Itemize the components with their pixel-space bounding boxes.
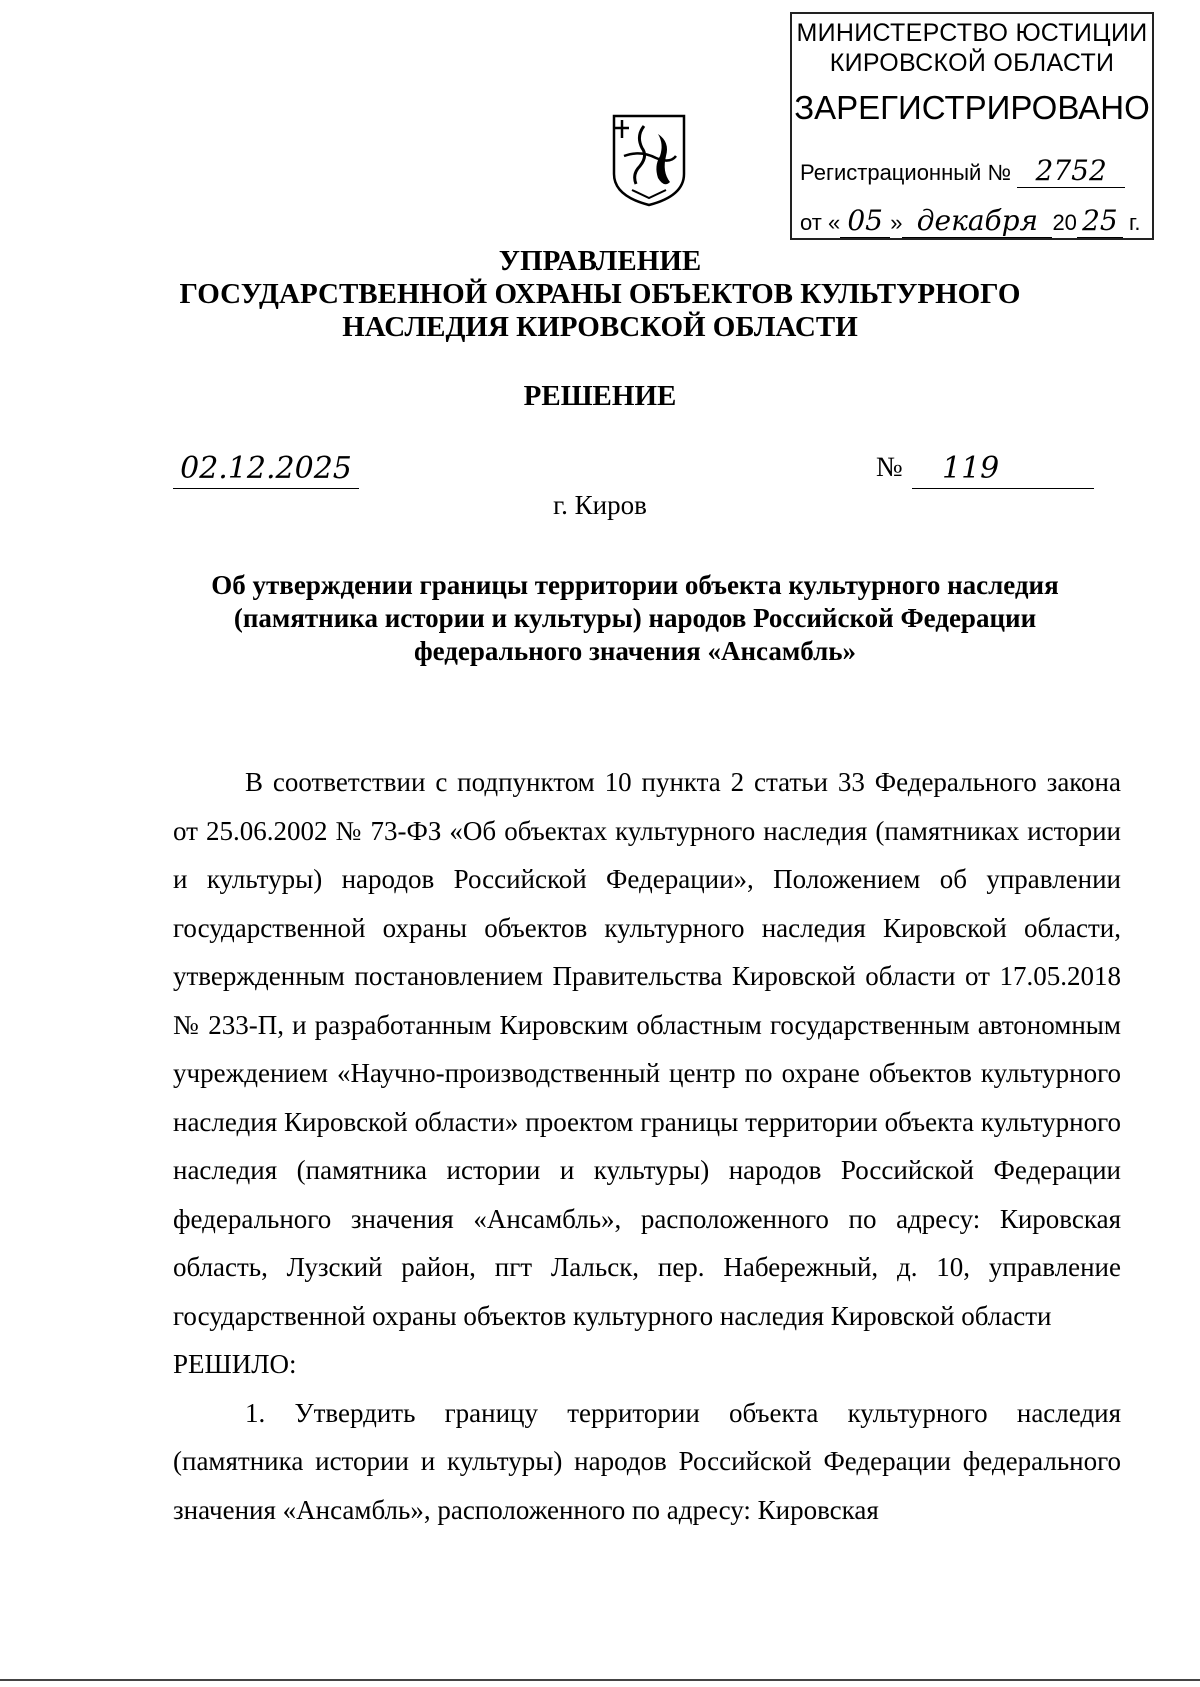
stamp-reg-label: Регистрационный № bbox=[800, 160, 1012, 185]
stamp-date-year: 25 bbox=[1077, 204, 1123, 238]
subject-line-3: федерального значения «Ансамбль» bbox=[413, 636, 857, 666]
issuer-line-3: НАСЛЕДИЯ КИРОВСКОЙ ОБЛАСТИ bbox=[342, 311, 858, 343]
document-city: г. Киров bbox=[553, 490, 647, 520]
stamp-region-line: КИРОВСКОЙ ОБЛАСТИ bbox=[829, 49, 1115, 77]
stamp-date-row bbox=[800, 204, 1141, 238]
body-item-1: 1. Утвердить границу территории объекта культурного наследия (памятника истории и культуры) народов Российской Федерации федерального значения «Ансамбль», расположенного по адресу: Кировская bbox=[173, 1397, 1121, 1525]
subject-line-2: (памятника истории и культуры) народов Российской Федерации bbox=[233, 603, 1037, 633]
document-body bbox=[173, 758, 1121, 1534]
stamp-ministry-line: МИНИСТЕРСТВО ЮСТИЦИИ bbox=[796, 19, 1148, 47]
issuer-header bbox=[0, 245, 1200, 344]
body-resolved: РЕШИЛО: bbox=[173, 1349, 297, 1379]
stamp-reg-number-row bbox=[800, 154, 1125, 188]
coat-of-arms-icon bbox=[610, 112, 688, 208]
body-paragraph-preamble: В соответствии с подпунктом 10 пункта 2 статьи 33 Федерального закона от 25.06.2002 № 73-ФЗ «Об объектах культурного наследия (памятниках истории и культуры) народов Российской Федерации», Положением об управлении государственной охраны объектов культурного наследия Кировской области, утвержденным постановлением Правительства Кировской области от 17.05.2018 № 233-П, и разработанным Кировским областным государственным автономным учреждением «Научно-производственный центр по охране объектов культурного наследия Кировской области» проектом границы территории объекта культурного наследия (памятника истории и культуры) народов Российской Федерации федерального значения «Ансамбль», расположенного по адресу: Кировская область, Лузский район, пгт Лальск, пер. Набережный, д. 10, управление государственной охраны объектов культурного наследия Кировской области bbox=[173, 767, 1121, 1331]
stamp-date-year-end: г. bbox=[1129, 210, 1141, 235]
stamp-date-day: 05 bbox=[840, 204, 890, 238]
stamp-date-month: декабря bbox=[902, 204, 1052, 238]
stamp-reg-number: 2752 bbox=[1017, 154, 1125, 188]
document-type-title: РЕШЕНИЕ bbox=[523, 380, 677, 412]
issuer-line-2: ГОСУДАРСТВЕННОЙ ОХРАНЫ ОБЪЕКТОВ КУЛЬТУРНОГО bbox=[179, 278, 1021, 310]
document-subject bbox=[170, 569, 1100, 668]
document-number: 119 bbox=[912, 450, 1094, 489]
stamp-date-from: от « bbox=[800, 210, 841, 235]
stamp-registered-line: ЗАРЕГИСТРИРОВАНО bbox=[794, 89, 1150, 126]
registration-stamp bbox=[790, 12, 1154, 240]
document-number-sign: № bbox=[876, 452, 903, 483]
document-date: 02.12.2025 bbox=[173, 450, 359, 489]
subject-line-1: Об утверждении границы территории объекта культурного наследия bbox=[211, 570, 1059, 600]
stamp-date-close: » bbox=[890, 210, 903, 235]
stamp-date-year-prefix: 20 bbox=[1052, 210, 1077, 235]
page-edge-divider bbox=[0, 1679, 1200, 1681]
issuer-line-1: УПРАВЛЕНИЕ bbox=[498, 245, 702, 277]
